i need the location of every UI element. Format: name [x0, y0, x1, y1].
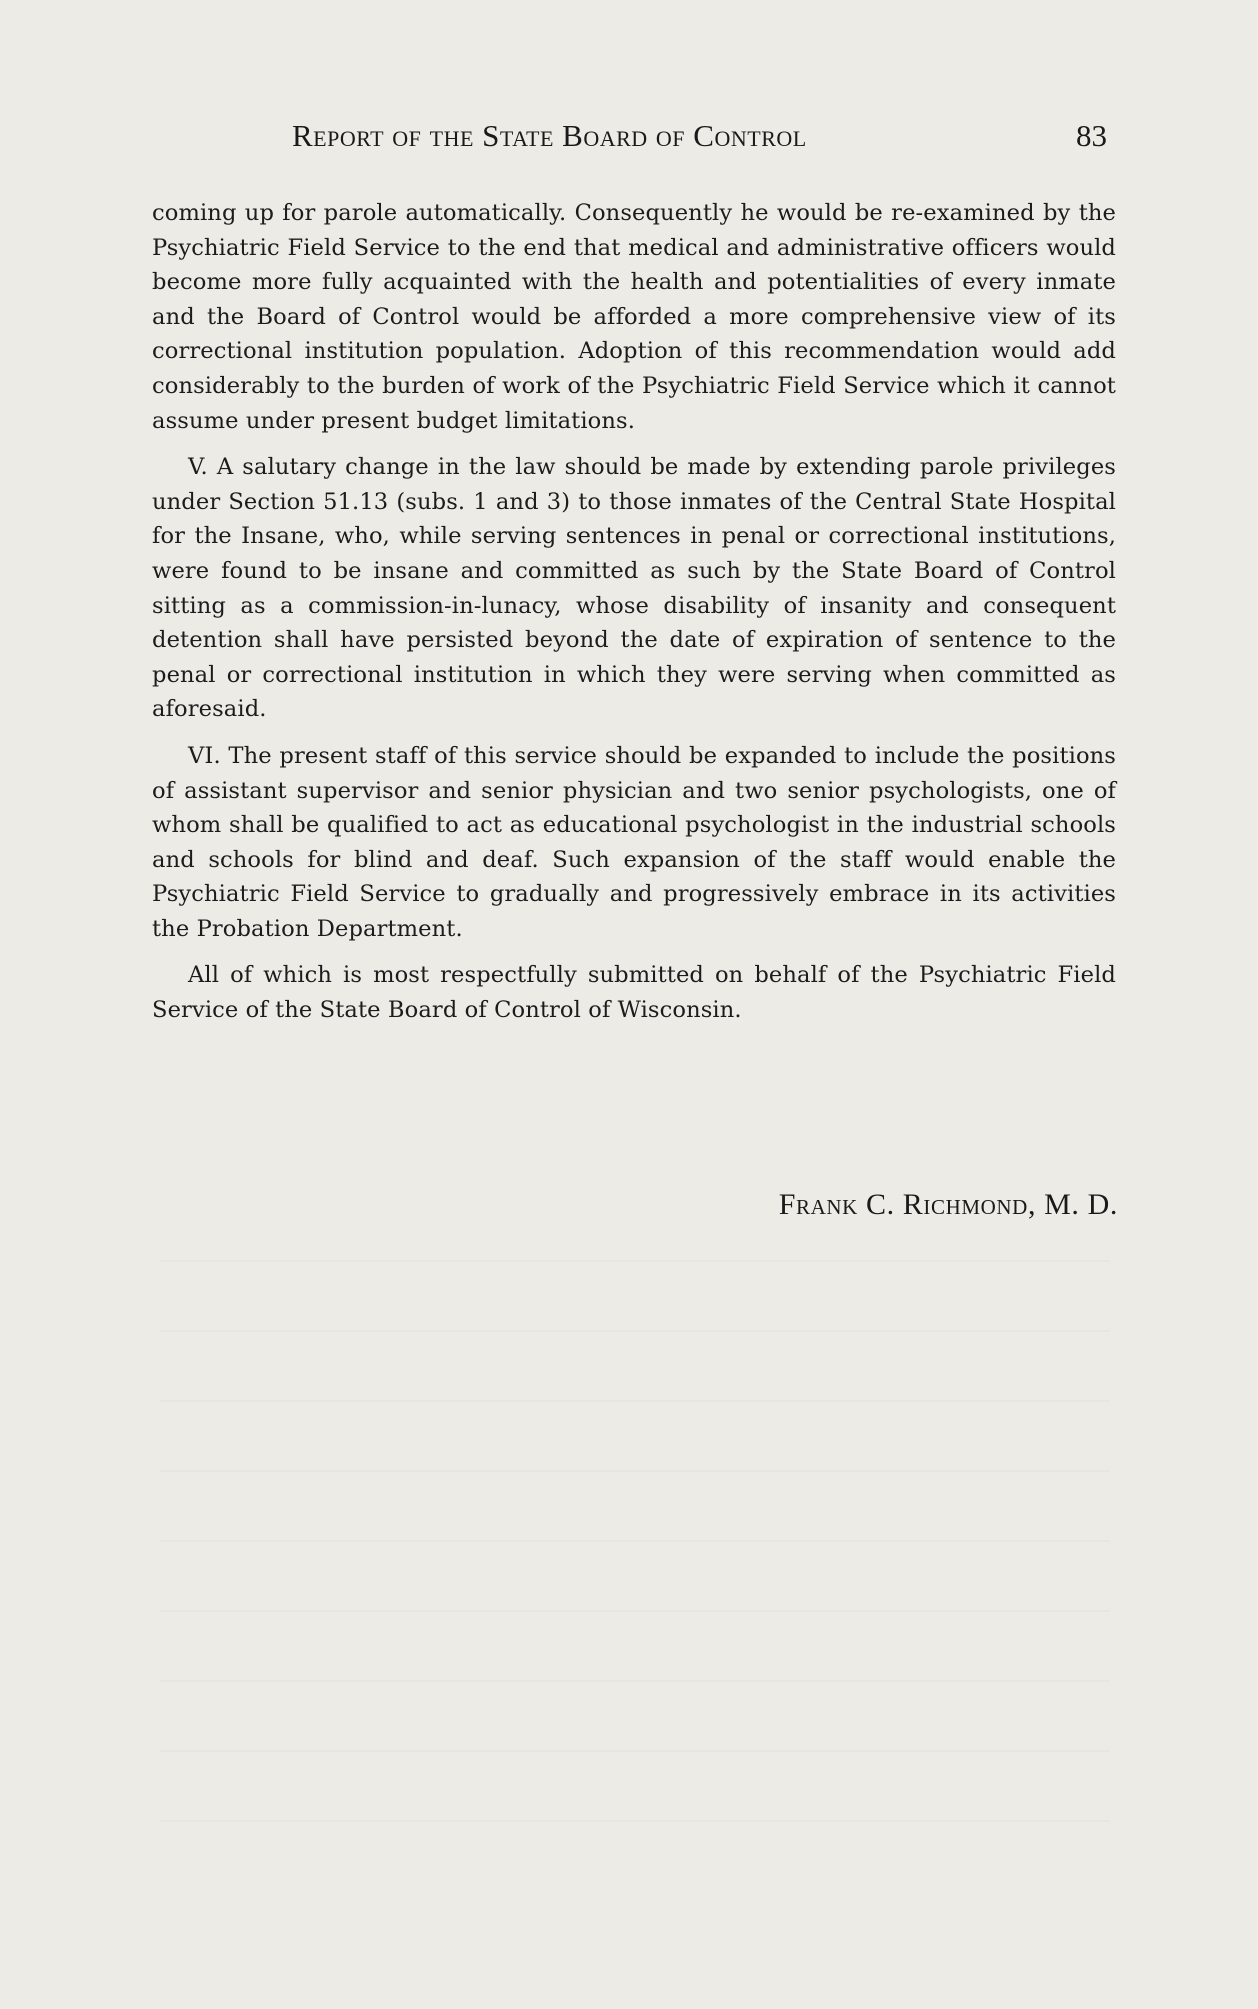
bleed-through-line	[160, 1750, 1110, 1752]
bleed-through-line	[160, 1400, 1110, 1402]
bleed-through-line	[160, 1260, 1110, 1262]
running-head: Report of the State Board of Control	[292, 118, 807, 153]
body-text	[152, 196, 1116, 1040]
paragraph-recommendation-v: V. A salutary change in the law should be made by extending parole privileges under Section 51.13 (subs. 1 and 3) to those inmates of the Central State Hospital for the Insane, who, while serving sentences in penal or correctional institutions, were found to be insane and committed as such by the State Board of Control sitting as a commission-in-lunacy, whose disability of insanity and consequent detention shall have persisted beyond the date of expiration of sentence to the penal or correctional institution in which they were serving when committed as aforesaid.	[152, 454, 1116, 723]
bleed-through-line	[160, 1470, 1110, 1472]
page-number: 83	[1076, 118, 1107, 153]
signature: Frank C. Richmond, M. D.	[778, 1188, 1118, 1221]
bleed-through-line	[160, 1610, 1110, 1612]
bleed-through-line	[160, 1820, 1110, 1822]
paragraph-recommendation-vi: VI. The present staff of this service should be expanded to include the positions of assistant supervisor and senior physician and two senior psychologists, one of whom shall be qualified to act as educational psychologist in the industrial schools and schools for blind and deaf. Such expansion of the staff would enable the Psychiatric Field Service to gradually and progressively embrace in its activities the Probation Department.	[152, 742, 1116, 942]
bleed-through-line	[160, 1540, 1110, 1542]
bleed-through-line	[160, 1680, 1110, 1682]
paragraph-continuation: coming up for parole automatically. Consequently he would be re-examined by the Psychiatric Field Service to the end that medical and administrative officers would become more fully acquainted with the health and potentialities of every inmate and the Board of Control would be afforded a more comprehensive view of its correctional institution population. Adoption of this recommendation would add considerably to the burden of work of the Psychiatric Field Service which it cannot assume under present budget limitations.	[152, 200, 1116, 434]
paragraph-closing: All of which is most respectfully submitted on behalf of the Psychiatric Field Service of the State Board of Control of Wisconsin.	[152, 962, 1116, 1024]
bleed-through-line	[160, 1330, 1110, 1332]
